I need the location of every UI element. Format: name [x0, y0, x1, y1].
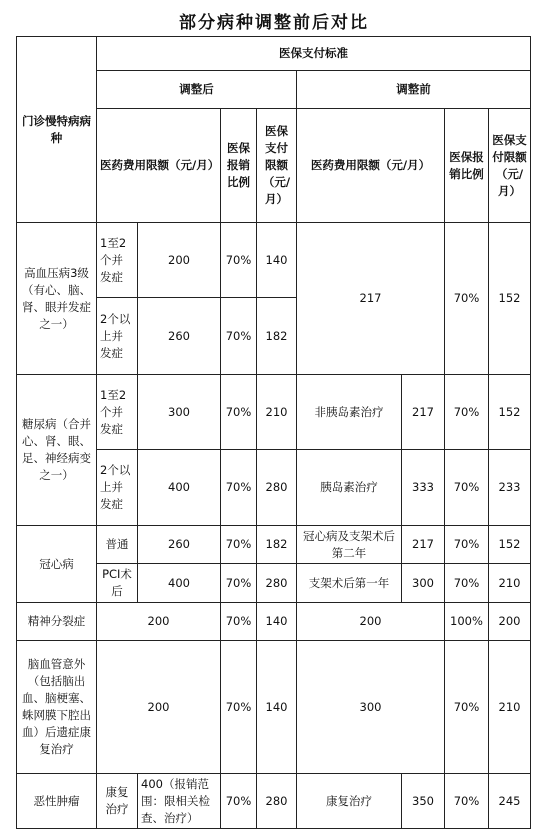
before-limit: 300: [402, 564, 445, 603]
after-limit: 200: [97, 603, 221, 641]
before-type: 康复治疗: [297, 774, 402, 829]
header-row-1: [17, 37, 531, 71]
disease-name: 恶性肿瘤: [17, 774, 97, 829]
after-ratio: 70%: [221, 774, 257, 829]
table-row: [17, 603, 531, 641]
after-ratio: 70%: [221, 450, 257, 526]
after-ratio: 70%: [221, 223, 257, 298]
after-pay: 280: [257, 564, 297, 603]
before-ratio-header: 医保报销比例: [445, 109, 489, 223]
after-limit: 400: [138, 450, 221, 526]
before-limit: 217: [297, 223, 445, 375]
before-ratio: 70%: [445, 774, 489, 829]
after-limit: 200: [138, 223, 221, 298]
before-pay: 152: [489, 526, 531, 564]
before-pay: 152: [489, 223, 531, 375]
after-ratio: 70%: [221, 375, 257, 450]
before-pay: 152: [489, 375, 531, 450]
before-ratio: 70%: [445, 641, 489, 774]
disease-name: 高血压病3级（有心、脑、肾、眼并发症之一）: [17, 223, 97, 375]
after-ratio-header: 医保报销比例: [221, 109, 257, 223]
after-pay: 210: [257, 375, 297, 450]
after-pay: 280: [257, 450, 297, 526]
after-ratio: 70%: [221, 298, 257, 375]
before-ratio: 100%: [445, 603, 489, 641]
before-limit: 217: [402, 375, 445, 450]
sub-category: 2个以上并发症: [97, 298, 138, 375]
before-pay: 210: [489, 641, 531, 774]
before-limit: 217: [402, 526, 445, 564]
table-row: [17, 526, 531, 564]
before-pay: 245: [489, 774, 531, 829]
disease-name: 冠心病: [17, 526, 97, 603]
table-row: [17, 375, 531, 450]
after-limit: 260: [138, 526, 221, 564]
before-limit: 333: [402, 450, 445, 526]
before-pay: 233: [489, 450, 531, 526]
sub-category: 康复治疗: [97, 774, 138, 829]
after-limit: 400: [138, 564, 221, 603]
after-limit: 400（报销范围：限相关检查、治疗）: [138, 774, 221, 829]
before-ratio: 70%: [445, 526, 489, 564]
before-ratio: 70%: [445, 223, 489, 375]
sub-category: 1至2个并发症: [97, 375, 138, 450]
sub-category: 普通: [97, 526, 138, 564]
sub-category: PCI术后: [97, 564, 138, 603]
before-limit: 200: [297, 603, 445, 641]
comparison-table: [16, 36, 531, 829]
before-ratio: 70%: [445, 450, 489, 526]
after-ratio: 70%: [221, 641, 257, 774]
after-pay-header: 医保支付限额（元/月）: [257, 109, 297, 223]
before-type: 非胰岛素治疗: [297, 375, 402, 450]
after-ratio: 70%: [221, 526, 257, 564]
table-row: [17, 223, 531, 298]
before-pay-header: 医保支付限额（元/月）: [489, 109, 531, 223]
after-limit: 200: [97, 641, 221, 774]
disease-name: 精神分裂症: [17, 603, 97, 641]
disease-name: 脑血管意外（包括脑出血、脑梗塞、蛛网膜下腔出血）后遗症康复治疗: [17, 641, 97, 774]
after-pay: 140: [257, 223, 297, 298]
before-pay: 210: [489, 564, 531, 603]
table-row: [17, 641, 531, 774]
after-pay: 140: [257, 603, 297, 641]
before-limit: 300: [297, 641, 445, 774]
after-pay: 140: [257, 641, 297, 774]
before-type: 胰岛素治疗: [297, 450, 402, 526]
table-row: [17, 774, 531, 829]
before-type: 冠心病及支架术后第二年: [297, 526, 402, 564]
sub-category: 1至2个并发症: [97, 223, 138, 298]
after-pay: 182: [257, 526, 297, 564]
after-ratio: 70%: [221, 603, 257, 641]
disease-col-header: 门诊慢特病病种: [17, 37, 97, 223]
document-title: 部分病种调整前后对比: [179, 13, 369, 33]
after-limit: 300: [138, 375, 221, 450]
after-pay: 280: [257, 774, 297, 829]
before-limit: 350: [402, 774, 445, 829]
after-ratio: 70%: [221, 564, 257, 603]
before-ratio: 70%: [445, 375, 489, 450]
after-limit: 260: [138, 298, 221, 375]
disease-name: 糖尿病（合并心、肾、眼、足、神经病变之一）: [17, 375, 97, 526]
before-type: 支架术后第一年: [297, 564, 402, 603]
before-limit-header: 医药费用限额（元/月）: [297, 109, 445, 223]
after-limit-header: 医药费用限额（元/月）: [97, 109, 221, 223]
after-header: 调整后: [97, 71, 297, 109]
before-pay: 200: [489, 603, 531, 641]
before-ratio: 70%: [445, 564, 489, 603]
sub-category: 2个以上并发症: [97, 450, 138, 526]
before-header: 调整前: [297, 71, 531, 109]
after-pay: 182: [257, 298, 297, 375]
standard-header: 医保支付标准: [97, 37, 531, 71]
